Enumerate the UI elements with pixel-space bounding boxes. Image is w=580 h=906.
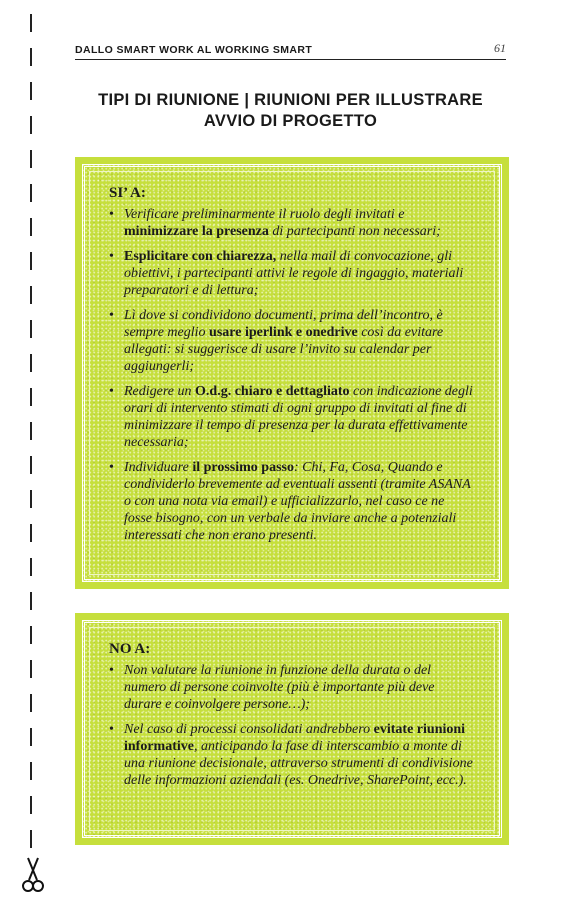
page-number: 61 [494,41,506,55]
do-list [109,206,475,544]
dont-box [75,613,509,845]
do-list-item: • Verificare preliminarmente il ruolo degli invitati e minimizzare la presenza di partecipanti non necessari; [109,206,475,240]
scissors-icon [20,856,46,894]
do-box [75,157,509,589]
chapter-title-line-2: AVVIO DI PROGETTO [203,112,378,130]
do-list-item: • Esplicitare con chiarezza, nella mail di convocazione, gli obiettivi, i partecipanti attivi le regole di ingaggio, materiali preparatori e di lettura; [109,248,475,299]
dont-list-item: • Non valutare la riunione in funzione della durata o del numero di persone coinvolte (più è importante più deve durare e coinvolgere persone…); [109,662,475,713]
dont-box-inner [82,620,502,838]
dont-list-item: • Nel caso di processi consolidati andrebbero evitate riunioni informative, anticipando la fase di interscambio a monte di una riunione decisionale, attraverso strumenti di condivisione delle informazioni aziendali (es. Onedrive, SharePoint, ecc.). [109,721,475,789]
cut-guide-dashed-line [30,14,32,854]
do-list-item: • Redigere un O.d.g. chiaro e dettagliato con indicazione degli orari di intervento stimati di ogni gruppo di invitati al fine di minimizzare il tempo di presenza per la durata effettivamente necessaria; [109,383,475,451]
do-box-inner [82,164,502,582]
dont-box-heading: NO A: [109,641,151,657]
running-header [75,36,506,60]
chapter-title-line-1: TIPI DI RIUNIONE | RIUNIONI PER ILLUSTRARE [98,91,483,109]
do-list-item: • Individuare il prossimo passo: Chi, Fa, Cosa, Quando e condividerlo brevemente ad eventuali assenti (tramite ASANA o con una nota via email) e ufficializzarlo, nel caso ce ne fosse bisogno, con un verbale da inviare anche a potenziali interessati che non erano presenti. [109,459,475,544]
do-list-item: • Lì dove si condividono documenti, prima dell’incontro, è sempre meglio usare iperlink e onedrive così da evitare allegati: si suggerisce di usare l’invito su calendar per aggiungerli; [109,307,475,375]
running-title: DALLO SMART WORK AL WORKING SMART [75,44,313,56]
chapter-title [75,90,506,132]
dont-list [109,662,475,789]
do-box-heading: SI’ A: [109,185,146,201]
